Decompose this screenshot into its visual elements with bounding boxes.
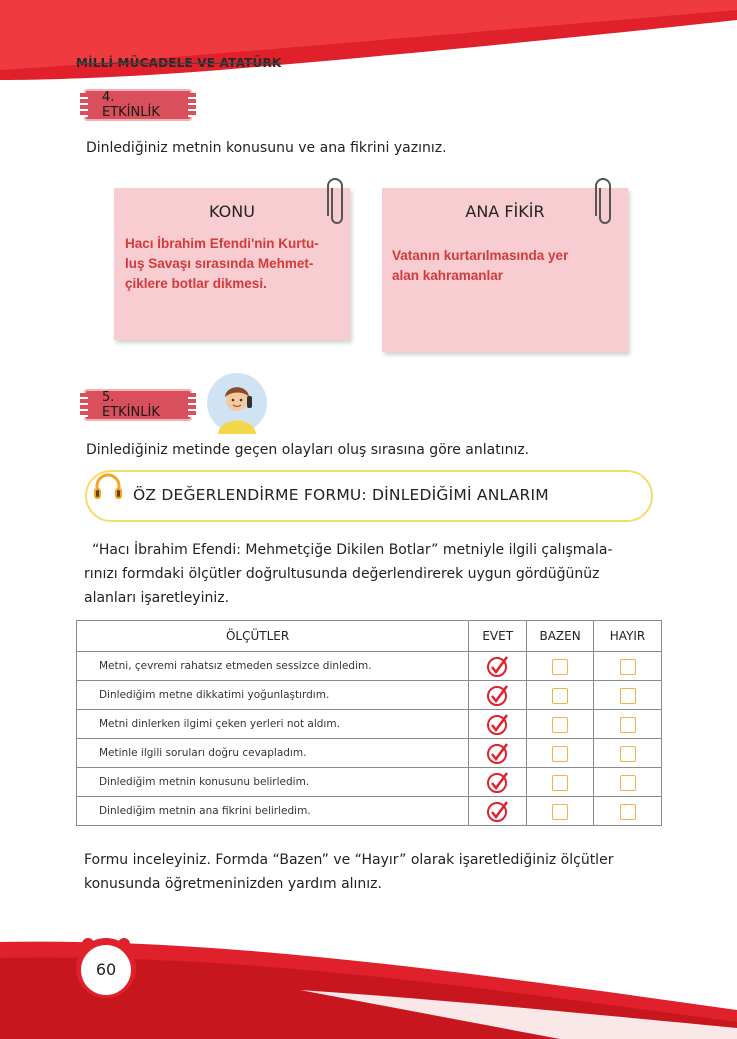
form-intro bbox=[84, 538, 654, 610]
activity-5-instruction: Dinlediğiniz metinde geçen olayları oluş sırasına göre anlatınız. bbox=[86, 442, 530, 458]
activity-5-badge bbox=[84, 389, 192, 421]
konu-title: KONU bbox=[209, 202, 255, 221]
sometimes-cell[interactable] bbox=[527, 681, 594, 710]
sometimes-cell[interactable] bbox=[527, 768, 594, 797]
table-row bbox=[77, 652, 662, 681]
intro-line: rınızı formdaki ölçütler doğrultusunda değerlendirerek uygun gördüğünüz bbox=[84, 566, 600, 582]
activity-4-badge bbox=[84, 89, 192, 121]
no-cell[interactable] bbox=[594, 681, 662, 710]
checkbox[interactable] bbox=[620, 746, 636, 762]
ana-fikir-text bbox=[392, 246, 622, 286]
criterion-text: Metni dinlerken ilgimi çeken yerleri not aldım. bbox=[77, 710, 469, 739]
sometimes-cell[interactable] bbox=[527, 710, 594, 739]
criterion-text: Metni, çevremi rahatsız etmeden sessizce dinledim. bbox=[77, 652, 469, 681]
intro-line: alanları işaretleyiniz. bbox=[84, 590, 230, 606]
checkbox[interactable] bbox=[552, 804, 568, 820]
table-row bbox=[77, 768, 662, 797]
no-cell[interactable] bbox=[594, 739, 662, 768]
no-cell[interactable] bbox=[594, 710, 662, 739]
ana-fikir-line: alan kahramanlar bbox=[392, 268, 504, 283]
yes-cell[interactable] bbox=[469, 797, 527, 826]
yes-cell[interactable] bbox=[469, 710, 527, 739]
criteria-header: ÖLÇÜTLER bbox=[77, 621, 469, 652]
criterion-text: Dinlediğim metne dikkatimi yoğunlaştırdım. bbox=[77, 681, 469, 710]
checkbox[interactable] bbox=[620, 659, 636, 675]
checkbox[interactable] bbox=[552, 746, 568, 762]
paperclip-icon bbox=[326, 178, 348, 230]
checkbox[interactable] bbox=[552, 688, 568, 704]
table-row bbox=[77, 681, 662, 710]
yes-cell[interactable] bbox=[469, 739, 527, 768]
checkbox[interactable] bbox=[620, 717, 636, 733]
form-title: ÖZ DEĞERLENDİRME FORMU: DİNLEDİĞİMİ ANLARIM bbox=[133, 486, 549, 504]
note-ana-fikir bbox=[382, 188, 628, 352]
criterion-text: Dinlediğim metnin konusunu belirledim. bbox=[77, 768, 469, 797]
ana-fikir-line: Vatanın kurtarılmasında yer bbox=[392, 248, 569, 263]
criterion-text: Metinle ilgili soruları doğru cevapladım. bbox=[77, 739, 469, 768]
konu-text bbox=[125, 234, 345, 294]
intro-line: “Hacı İbrahim Efendi: Mehmetçiğe Dikilen Botlar” metniyle ilgili çalışmala- bbox=[92, 542, 613, 558]
ana-fikir-title: ANA FİKİR bbox=[465, 202, 545, 221]
konu-line: luş Savaşı sırasında Mehmet- bbox=[125, 256, 314, 271]
closing-line: konusunda öğretmeninizden yardım alınız. bbox=[84, 876, 382, 892]
child-listening-illustration bbox=[206, 372, 268, 434]
checkbox[interactable] bbox=[552, 717, 568, 733]
note-konu bbox=[114, 188, 350, 340]
activity-4-instruction: Dinlediğiniz metnin konusunu ve ana fikrini yazınız. bbox=[86, 140, 447, 156]
checkbox[interactable] bbox=[552, 775, 568, 791]
table-row bbox=[77, 739, 662, 768]
sometimes-cell[interactable] bbox=[527, 652, 594, 681]
yes-cell[interactable] bbox=[469, 652, 527, 681]
no-header: HAYIR bbox=[594, 621, 662, 652]
check-circle-icon bbox=[486, 683, 510, 707]
checkbox[interactable] bbox=[620, 688, 636, 704]
konu-line: çiklere botlar dikmesi. bbox=[125, 276, 267, 291]
page-number: 60 bbox=[95, 960, 117, 979]
checkbox[interactable] bbox=[620, 804, 636, 820]
table-header-row bbox=[77, 621, 662, 652]
closing-paragraph bbox=[84, 848, 654, 896]
criteria-table bbox=[76, 620, 662, 826]
konu-line: Hacı İbrahim Efendi'nin Kurtu- bbox=[125, 236, 319, 251]
paperclip-icon bbox=[594, 178, 616, 230]
unit-title: MİLLİ MÜCADELE VE ATATÜRK bbox=[76, 56, 282, 70]
sometimes-cell[interactable] bbox=[527, 797, 594, 826]
check-circle-icon bbox=[486, 741, 510, 765]
check-circle-icon bbox=[486, 770, 510, 794]
activity-5-label: 5. ETKİNLİK bbox=[102, 390, 160, 420]
yes-cell[interactable] bbox=[469, 768, 527, 797]
checkbox[interactable] bbox=[552, 659, 568, 675]
closing-line: Formu inceleyiniz. Formda “Bazen” ve “Hayır” olarak işaretlediğiniz ölçütler bbox=[84, 852, 614, 868]
yes-header: EVET bbox=[469, 621, 527, 652]
checkbox[interactable] bbox=[620, 775, 636, 791]
check-circle-icon bbox=[486, 654, 510, 678]
table-row bbox=[77, 797, 662, 826]
no-cell[interactable] bbox=[594, 768, 662, 797]
criterion-text: Dinlediğim metnin ana fikrini belirledim. bbox=[77, 797, 469, 826]
check-circle-icon bbox=[486, 799, 510, 823]
check-circle-icon bbox=[486, 712, 510, 736]
table-row bbox=[77, 710, 662, 739]
no-cell[interactable] bbox=[594, 652, 662, 681]
headphones-icon bbox=[92, 472, 124, 502]
yes-cell[interactable] bbox=[469, 681, 527, 710]
no-cell[interactable] bbox=[594, 797, 662, 826]
activity-4-label: 4. ETKİNLİK bbox=[102, 90, 160, 120]
sometimes-header: BAZEN bbox=[527, 621, 594, 652]
sometimes-cell[interactable] bbox=[527, 739, 594, 768]
